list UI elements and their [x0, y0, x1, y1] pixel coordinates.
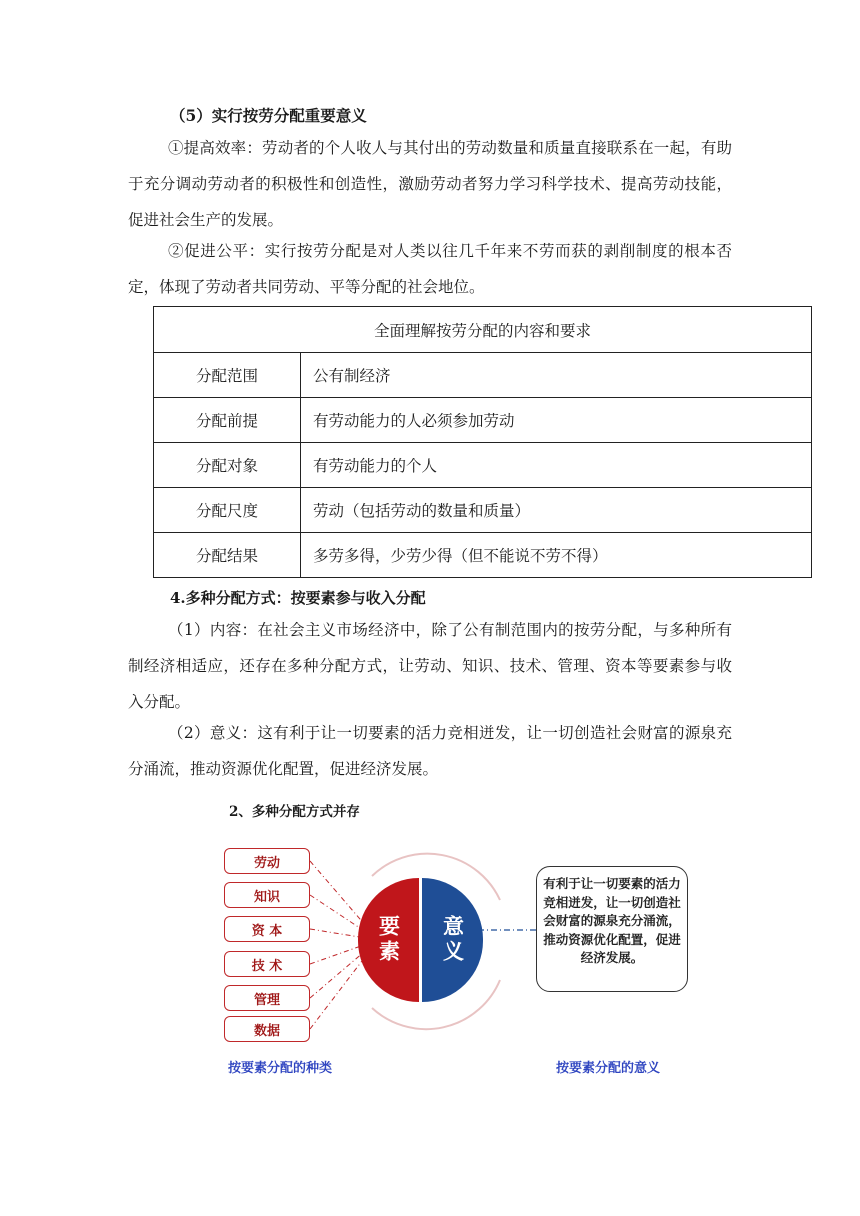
- element-management: 管理: [224, 985, 310, 1011]
- section5-heading: （5）实行按劳分配重要意义: [170, 106, 367, 125]
- table-key: 分配尺度: [154, 488, 301, 533]
- table-value: 多劳多得，少劳少得（但不能说不劳不得）: [301, 533, 812, 578]
- circle-right-meaning: 意义: [422, 878, 483, 1002]
- element-data: 数据: [224, 1016, 310, 1042]
- element-labor: 劳动: [224, 848, 310, 874]
- center-circle: [340, 860, 500, 1020]
- element-knowledge: 知识: [224, 882, 310, 908]
- caption-meaning: 按要素分配的意义: [556, 1061, 661, 1076]
- table-key: 分配范围: [154, 353, 301, 398]
- section4-paragraph-meaning: （2）意义：这有利于让一切要素的活力竞相迸发，让一切创造社会财富的源泉充分涌流，推动资源优化配置，促进经济发展。: [128, 724, 732, 778]
- meaning-box: 有利于让一切要素的活力竞相迸发，让一切创造社会财富的源泉充分涌流，推动资源优化配置，促进经济发展。: [536, 866, 688, 992]
- circle-left-factors: 要素: [358, 878, 419, 1002]
- section5-paragraph-fairness: ②促进公平：实行按劳分配是对人类以往几千年来不劳而获的剥削制度的根本否定，体现了劳动者共同劳动、平等分配的社会地位。: [128, 242, 732, 296]
- table-value: 有劳动能力的个人: [301, 443, 812, 488]
- element-technology: 技 术: [224, 951, 310, 977]
- table-key: 分配对象: [154, 443, 301, 488]
- section4-heading: 4.多种分配方式：按要素参与收入分配: [170, 589, 426, 607]
- section4-paragraph-content: （1）内容：在社会主义市场经济中，除了公有制范围内的按劳分配，与多种所有制经济相适应，还存在多种分配方式，让劳动、知识、技术、管理、资本等要素参与收入分配。: [128, 621, 732, 711]
- table-value: 有劳动能力的人必须参加劳动: [301, 398, 812, 443]
- table-key: 分配前提: [154, 398, 301, 443]
- table-caption: 全面理解按劳分配的内容和要求: [154, 307, 812, 353]
- table-value: 公有制经济: [301, 353, 812, 398]
- table-key: 分配结果: [154, 533, 301, 578]
- table-value: 劳动（包括劳动的数量和质量）: [301, 488, 812, 533]
- diagram-title: 2、多种分配方式并存: [229, 804, 360, 820]
- element-capital: 资 本: [224, 916, 310, 942]
- caption-types: 按要素分配的种类: [228, 1061, 333, 1076]
- section5-paragraph-efficiency: ①提高效率：劳动者的个人收人与其付出的劳动数量和质量直接联系在一起，有助于充分调动劳动者的积极性和创造性，激励劳动者努力学习科学技术、提高劳动技能，促进社会生产的发展。: [128, 139, 732, 229]
